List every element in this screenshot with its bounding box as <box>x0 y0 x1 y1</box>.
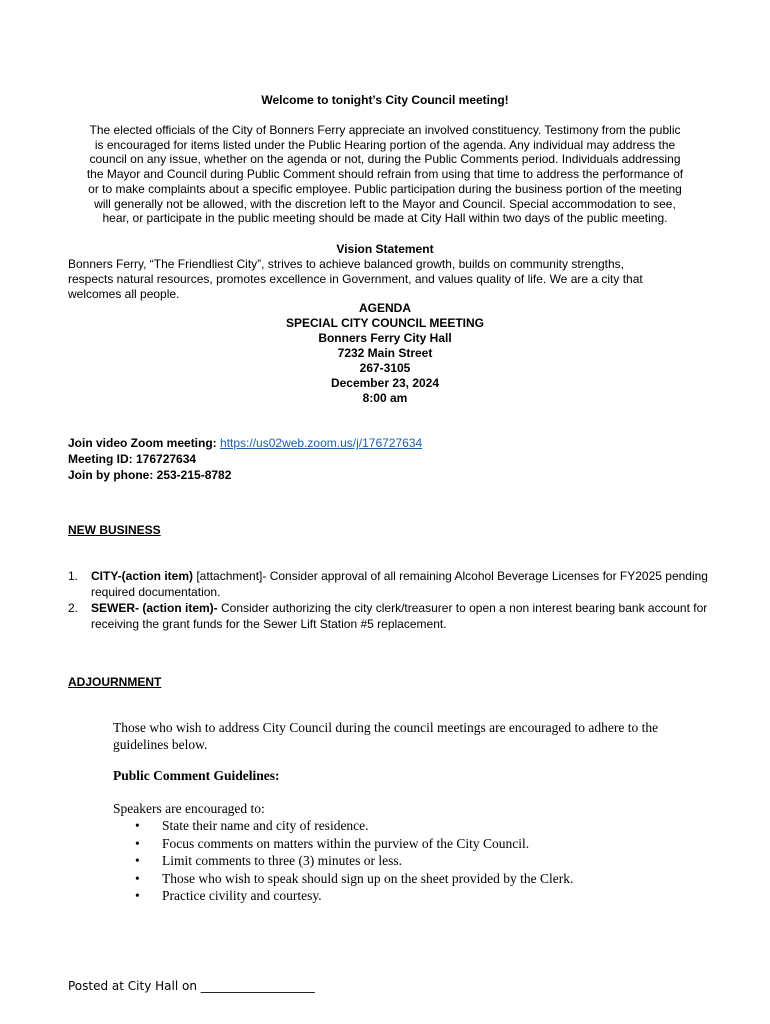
vision-text: Bonners Ferry, “The Friendliest City”, strives to achieve balanced growth, builds on community strengths, respects natural resources, promotes excellence in Government, and values quality of life. We are a city that welcomes all people. <box>68 257 643 301</box>
posted-line: Posted at City Hall on ___________________ <box>68 979 315 993</box>
meeting-id: Meeting ID: 176727634 <box>68 452 197 466</box>
guideline-item <box>113 835 673 853</box>
new-business-heading: NEW BUSINESS <box>68 523 161 537</box>
meeting-type: SPECIAL CITY COUNCIL MEETING <box>285 316 485 330</box>
guidelines-intro: Those who wish to address City Council during the council meetings are encouraged to adhere to the guidelines below. <box>113 720 659 752</box>
meeting-date: December 23, 2024 <box>330 376 440 390</box>
item-body <box>91 568 708 600</box>
bullet-icon: • <box>135 835 140 851</box>
welcome-title: Welcome to tonight’s City Council meeting! <box>261 93 509 107</box>
join-phone: Join by phone: 253-215-8782 <box>68 468 232 482</box>
zoom-info <box>68 435 422 483</box>
guideline-item <box>113 852 673 870</box>
intro-line: the Mayor and Council during Public Comment should refrain from using that time to address the performance of <box>86 167 684 182</box>
guidelines-heading: Public Comment Guidelines: <box>113 768 280 783</box>
bullet-icon: • <box>135 870 140 886</box>
zoom-line <box>68 435 422 451</box>
item-number: 1. <box>68 569 79 583</box>
intro-line: or to make complaints about a specific employee. Public participation during the business portion of the meeting <box>88 181 682 196</box>
speakers-intro: Speakers are encouraged to: <box>113 801 265 816</box>
business-item <box>68 568 708 600</box>
item-text: [attachment]- Consider approval of all remaining Alcohol Beverage Licenses for FY2025 pending required documentation. <box>91 569 708 599</box>
business-items <box>68 568 708 632</box>
agenda-label: AGENDA <box>358 301 411 315</box>
zoom-link[interactable]: https://us02web.zoom.us/j/176727634 <box>220 436 423 450</box>
business-item <box>68 600 708 632</box>
guideline-text: Practice civility and courtesy. <box>162 888 322 904</box>
intro-line: council on any issue, whether on the agenda or not, during the Public Comments period. Individuals addressing <box>89 152 681 167</box>
item-body <box>91 600 708 632</box>
zoom-label: Join video Zoom meeting: <box>68 436 217 450</box>
item-text: Consider authorizing the city clerk/treasurer to open a non interest bearing bank account for receiving the grant funds for the Sewer Lift Station #5 replacement. <box>91 601 708 631</box>
guideline-text: Focus comments on matters within the purview of the City Council. <box>162 835 530 851</box>
bullet-icon: • <box>135 888 140 904</box>
agenda-header <box>0 301 770 406</box>
meeting-phone: 267-3105 <box>359 361 411 375</box>
bullet-icon: • <box>135 818 140 833</box>
meeting-location: Bonners Ferry City Hall <box>318 331 452 345</box>
item-number: 2. <box>68 601 79 615</box>
adjournment-heading: ADJOURNMENT <box>68 675 162 689</box>
item-title: SEWER- (action item)- <box>91 601 218 615</box>
intro-paragraph <box>64 123 706 226</box>
guideline-text: Those who wish to speak should sign up on the sheet provided by the Clerk. <box>162 870 574 886</box>
meeting-address: 7232 Main Street <box>337 346 433 360</box>
intro-line: hear, or participate in the public meeting should be made at City Hall within two days of the public meeting. <box>102 211 668 226</box>
intro-line: The elected officials of the City of Bonners Ferry appreciate an involved constituency. Testimony from the public <box>89 123 681 137</box>
guideline-item <box>113 887 673 905</box>
guidelines-list <box>113 817 673 905</box>
item-title: CITY-(action item) <box>91 569 194 583</box>
bullet-icon: • <box>135 853 140 869</box>
intro-line: will generally not be allowed, with the discretion left to the Mayor and Council. Special accommodation to see, <box>94 196 676 211</box>
vision-heading: Vision Statement <box>336 242 434 256</box>
intro-line: is encouraged for items listed under the Public Hearing portion of the agenda. Any individual may address the <box>94 137 676 152</box>
guideline-item <box>113 817 673 835</box>
meeting-time: 8:00 am <box>362 391 408 405</box>
guideline-item <box>113 870 673 888</box>
guideline-text: Limit comments to three (3) minutes or less. <box>162 853 402 869</box>
guideline-text: State their name and city of residence. <box>162 818 369 833</box>
